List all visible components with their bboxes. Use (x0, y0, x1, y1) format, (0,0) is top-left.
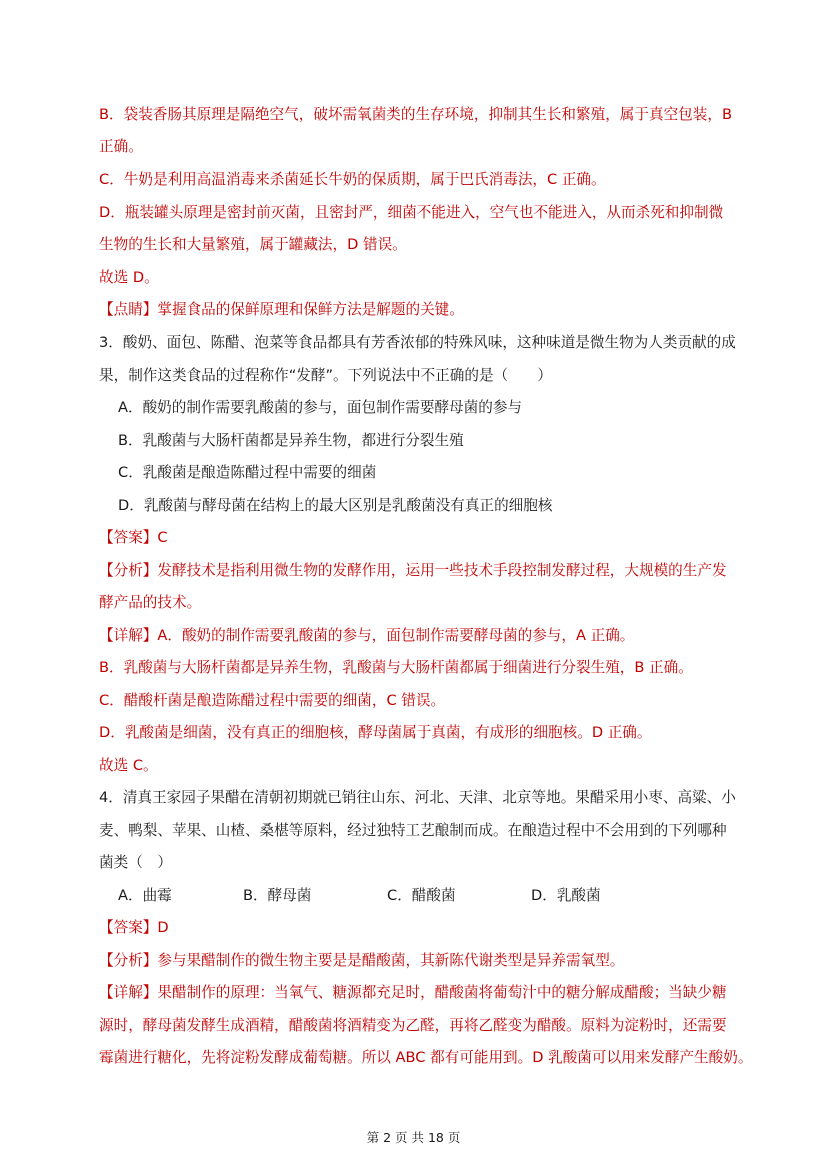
question-3-option-d: D．乳酸菌与酵母菌在结构上的最大区别是乳酸菌没有真正的细胞核 (118, 497, 553, 514)
analysis-3: 【分析】发酵技术是指利用微生物的发酵作用，运用一些技术手段控制发酵过程，大规模的生产发 (99, 562, 727, 579)
page-footer: 第 2 页 共 18 页 (366, 1130, 461, 1145)
explanation-line: C．牛奶是利用高温消毒来杀菌延长牛奶的保质期，属于巴氏消毒法，C 正确。 (99, 171, 606, 188)
question-4-option-b: B．酵母菌 (243, 887, 312, 904)
question-4-stem: 麦、鸭梨、苹果、山楂、桑椹等原料，经过独特工艺酿制而成。在酿造过程中不会用到的下列哪种 (99, 822, 727, 839)
question-4-option-d: D．乳酸菌 (531, 887, 601, 904)
key-point-line: 【点睛】掌握食品的保鲜原理和保鲜方法是解题的关键。 (99, 301, 464, 318)
question-3-stem: 3．酸奶、面包、陈醋、泡菜等食品都具有芳香浓郁的特殊风味，这种味道是微生物为人类贡献的成 (99, 334, 736, 351)
question-4-option-a: A．曲霉 (118, 887, 172, 904)
question-3-option-c: C．乳酸菌是酿造陈醋过程中需要的细菌 (118, 464, 377, 481)
explanation-line: 故选 D。 (99, 269, 159, 286)
detail-3: D．乳酸菌是细菌，没有真正的细胞核，酵母菌属于真菌，有成形的细胞核。D 正确。 (99, 724, 652, 741)
detail-4: 源时，酵母菌发酵生成酒精，醋酸菌将酒精变为乙醛，再将乙醛变为醋酸。原料为淀粉时，还需要 (99, 1017, 727, 1034)
detail-3: 【详解】A．酸奶的制作需要乳酸菌的参与，面包制作需要酵母菌的参与，A 正确。 (99, 627, 635, 644)
answer-4: 【答案】D (99, 919, 169, 936)
detail-3: 故选 C。 (99, 757, 158, 774)
detail-3: B．乳酸菌与大肠杆菌都是异养生物，乳酸菌与大肠杆菌都属于细菌进行分裂生殖，B 正确。 (99, 659, 693, 676)
answer-3: 【答案】C (99, 529, 168, 546)
detail-4: 【详解】果醋制作的原理：当氧气、糖源都充足时，醋酸菌将葡萄汁中的糖分解成醋酸；当缺少糖 (99, 984, 727, 1001)
explanation-line: 正确。 (99, 138, 143, 155)
question-3-stem: 果，制作这类食品的过程称作“发酵”。下列说法中不正确的是（ ） (99, 367, 552, 384)
explanation-line: D．瓶装罐头原理是密封前灭菌，且密封严，细菌不能进入，空气也不能进入，从而杀死和抑制微 (99, 204, 724, 221)
analysis-3: 酵产品的技术。 (99, 594, 202, 611)
explanation-line: B．袋装香肠其原理是隔绝空气，破坏需氧菌类的生存环境，抑制其生长和繁殖，属于真空包装，B (99, 106, 732, 123)
question-4-stem: 4．清真王家园子果醋在清朝初期就已销往山东、河北、天津、北京等地。果醋采用小枣、高粱、小 (99, 789, 736, 806)
question-4-option-c: C．醋酸菌 (387, 887, 456, 904)
detail-3: C．醋酸杆菌是酿造陈醋过程中需要的细菌，C 错误。 (99, 692, 446, 709)
analysis-4: 【分析】参与果醋制作的微生物主要是是醋酸菌，其新陈代谢类型是异养需氧型。 (99, 952, 625, 969)
question-4-stem: 菌类（ ） (99, 854, 172, 871)
question-3-option-a: A．酸奶的制作需要乳酸菌的参与，面包制作需要酵母菌的参与 (118, 399, 523, 416)
question-3-option-b: B．乳酸菌与大肠杆菌都是异养生物，都进行分裂生殖 (118, 432, 464, 449)
explanation-line: 生物的生长和大量繁殖，属于罐藏法，D 错误。 (99, 236, 407, 253)
detail-4: 霉菌进行糖化，先将淀粉发酵成葡萄糖。所以 ABC 都有可能用到。D 乳酸菌可以用来发酵产生酸奶。 (99, 1049, 753, 1066)
